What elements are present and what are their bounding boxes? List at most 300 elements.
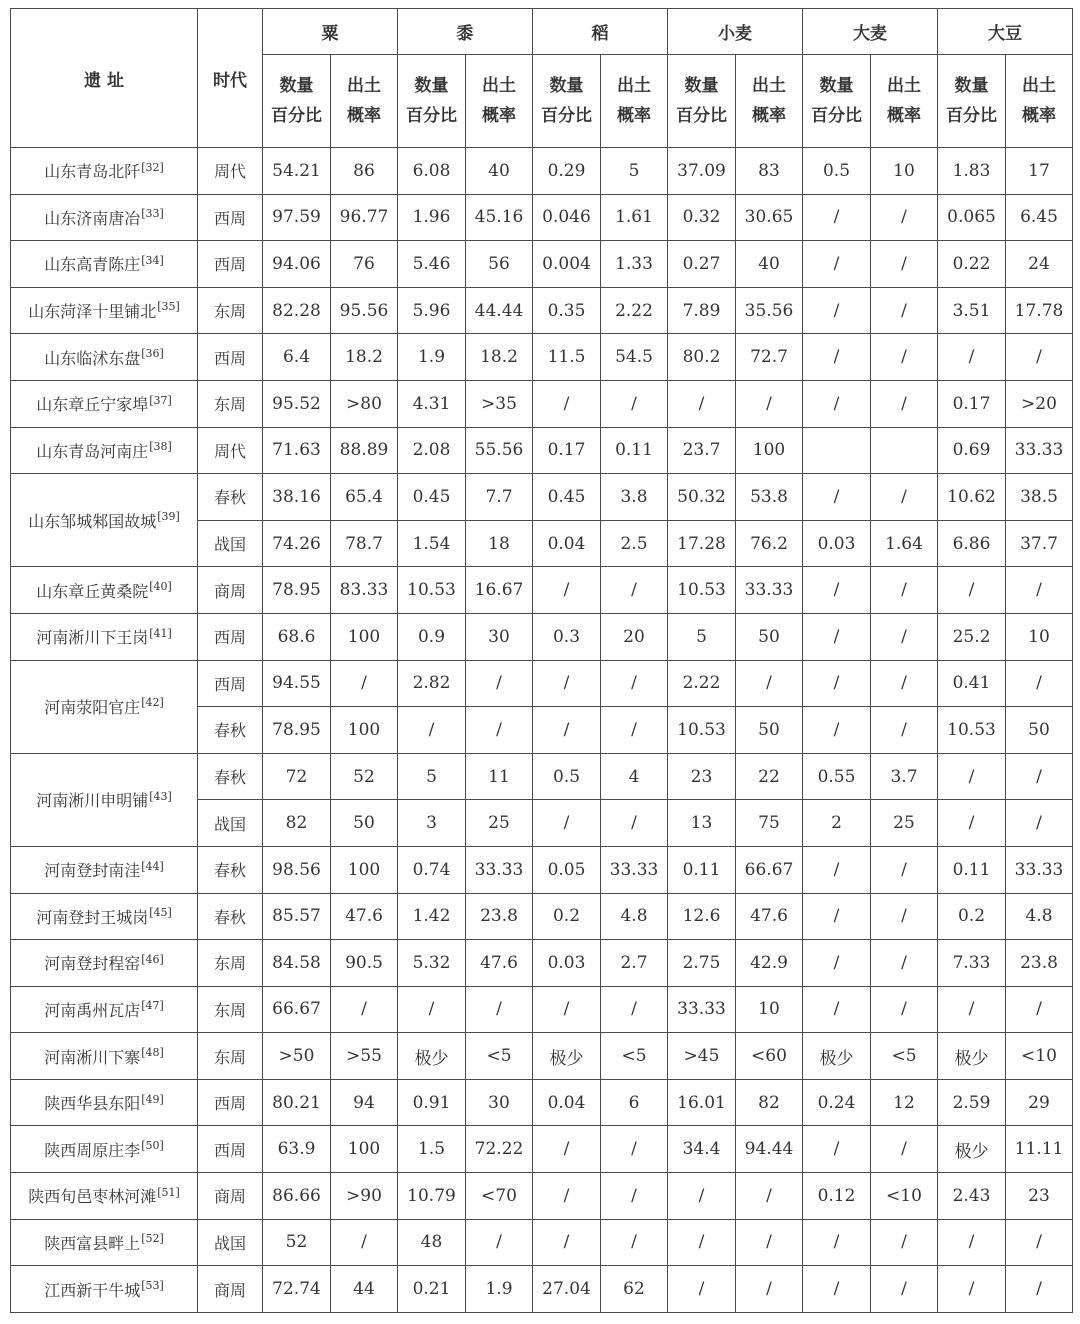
subheader-prob: 出土 概率	[871, 55, 938, 148]
value-cell: 76.2	[736, 520, 803, 567]
citation-ref: [39]	[157, 510, 180, 524]
value-cell: 23	[1006, 1173, 1073, 1220]
value-cell: 2.43	[938, 1173, 1006, 1220]
period-cell: 西周	[198, 334, 263, 381]
value-cell: 3.51	[938, 287, 1006, 334]
value-cell: 78.7	[331, 520, 398, 567]
value-cell: 94.44	[736, 1126, 803, 1173]
citation-ref: [40]	[149, 579, 172, 593]
citation-ref: [52]	[141, 1232, 164, 1246]
value-cell: 0.21	[398, 1266, 466, 1313]
value-cell: 33.33	[736, 567, 803, 614]
value-cell: /	[533, 986, 601, 1033]
site-name-cell	[11, 613, 198, 660]
citation-ref: [34]	[141, 253, 164, 267]
value-cell: 3	[398, 800, 466, 847]
value-cell: /	[938, 567, 1006, 614]
value-cell: /	[668, 1173, 736, 1220]
value-cell: /	[938, 986, 1006, 1033]
value-cell: 6.86	[938, 520, 1006, 567]
table-row	[11, 1266, 1073, 1313]
table-row	[11, 613, 1073, 660]
site-name-cell	[11, 1219, 198, 1266]
value-cell: 0.11	[601, 427, 668, 474]
value-cell: 11.11	[1006, 1126, 1073, 1173]
table-body	[11, 148, 1073, 1313]
value-cell: 45.16	[466, 194, 533, 241]
value-cell: 76	[331, 241, 398, 288]
header-crop-broomcorn: 黍	[398, 9, 533, 55]
period-cell: 春秋	[198, 753, 263, 800]
value-cell: 10	[1006, 613, 1073, 660]
value-cell: 极少	[803, 1033, 871, 1080]
value-cell: 40	[736, 241, 803, 288]
value-cell: 90.5	[331, 940, 398, 987]
site-name: 陕西周原庄李	[44, 1140, 141, 1160]
value-cell: 0.69	[938, 427, 1006, 474]
value-cell: 33.33	[1006, 846, 1073, 893]
value-cell: /	[871, 986, 938, 1033]
value-cell: /	[803, 1266, 871, 1313]
value-cell: /	[871, 474, 938, 521]
value-cell: /	[803, 1219, 871, 1266]
value-cell: >80	[331, 380, 398, 427]
value-cell: /	[803, 660, 871, 707]
value-cell: 0.35	[533, 287, 601, 334]
citation-ref: [47]	[141, 999, 164, 1013]
value-cell: /	[938, 800, 1006, 847]
value-cell: /	[533, 380, 601, 427]
value-cell: 94.55	[263, 660, 331, 707]
value-cell: 0.2	[938, 893, 1006, 940]
site-name-cell	[11, 380, 198, 427]
site-name: 山东章丘宁家埠	[36, 395, 149, 415]
value-cell: /	[601, 1126, 668, 1173]
value-cell: /	[871, 194, 938, 241]
value-cell: <60	[736, 1033, 803, 1080]
site-name: 河南禹州瓦店	[44, 1000, 141, 1020]
table-row	[11, 1079, 1073, 1126]
value-cell: <10	[871, 1173, 938, 1220]
table-row	[11, 940, 1073, 987]
value-cell: 13	[668, 800, 736, 847]
value-cell: 0.04	[533, 520, 601, 567]
value-cell: 48	[398, 1219, 466, 1266]
value-cell: 38.16	[263, 474, 331, 521]
value-cell: 1.9	[466, 1266, 533, 1313]
value-cell: 极少	[938, 1126, 1006, 1173]
site-name-cell	[11, 287, 198, 334]
value-cell: <10	[1006, 1033, 1073, 1080]
value-cell: 2.75	[668, 940, 736, 987]
value-cell: 0.24	[803, 1079, 871, 1126]
site-name: 山东邹城邾国故城	[28, 511, 157, 531]
value-cell: /	[466, 986, 533, 1033]
value-cell: /	[871, 1266, 938, 1313]
value-cell: <5	[466, 1033, 533, 1080]
value-cell: 5.46	[398, 241, 466, 288]
value-cell: 0.5	[533, 753, 601, 800]
value-cell: /	[938, 753, 1006, 800]
value-cell: 11.5	[533, 334, 601, 381]
site-name: 江西新干牛城	[44, 1280, 141, 1300]
period-cell: 战国	[198, 800, 263, 847]
value-cell: <70	[466, 1173, 533, 1220]
value-cell: 82.28	[263, 287, 331, 334]
site-name-cell	[11, 753, 198, 846]
value-cell: 0.2	[533, 893, 601, 940]
value-cell: /	[938, 1219, 1006, 1266]
site-name: 河南淅川下王岗	[36, 628, 149, 648]
table-row	[11, 148, 1073, 195]
value-cell: 0.17	[533, 427, 601, 474]
value-cell: 52	[331, 753, 398, 800]
value-cell: /	[736, 660, 803, 707]
table-row	[11, 846, 1073, 893]
value-cell: /	[803, 893, 871, 940]
value-cell	[803, 427, 871, 474]
value-cell: /	[803, 241, 871, 288]
citation-ref: [36]	[141, 347, 164, 361]
value-cell: /	[871, 846, 938, 893]
period-cell: 西周	[198, 660, 263, 707]
value-cell: 0.11	[668, 846, 736, 893]
value-cell: /	[398, 707, 466, 754]
value-cell: 0.32	[668, 194, 736, 241]
value-cell: >35	[466, 380, 533, 427]
site-name: 河南淅川申明铺	[36, 791, 149, 811]
value-cell: 83	[736, 148, 803, 195]
value-cell: 10.53	[398, 567, 466, 614]
value-cell: 17.28	[668, 520, 736, 567]
value-cell: 1.64	[871, 520, 938, 567]
crop-data-table	[10, 8, 1073, 1313]
site-name: 河南登封南洼	[44, 861, 141, 881]
value-cell: 82	[263, 800, 331, 847]
subheader-pct: 数量 百分比	[803, 55, 871, 148]
citation-ref: [50]	[141, 1139, 164, 1153]
site-name: 陕西富县畔上	[44, 1233, 141, 1253]
value-cell: 55.56	[466, 427, 533, 474]
site-name: 山东章丘黄桑院	[36, 581, 149, 601]
value-cell: <5	[871, 1033, 938, 1080]
value-cell: 10	[736, 986, 803, 1033]
value-cell: /	[938, 334, 1006, 381]
value-cell: 50	[331, 800, 398, 847]
value-cell: /	[533, 707, 601, 754]
value-cell: <5	[601, 1033, 668, 1080]
value-cell: 4.8	[601, 893, 668, 940]
value-cell: /	[803, 1126, 871, 1173]
value-cell: 6.08	[398, 148, 466, 195]
citation-ref: [43]	[149, 789, 172, 803]
period-cell: 东周	[198, 380, 263, 427]
citation-ref: [49]	[141, 1092, 164, 1106]
value-cell: 0.17	[938, 380, 1006, 427]
value-cell: /	[803, 474, 871, 521]
value-cell: /	[533, 800, 601, 847]
value-cell: 0.45	[398, 474, 466, 521]
value-cell: 37.09	[668, 148, 736, 195]
value-cell: 6.4	[263, 334, 331, 381]
value-cell: /	[601, 986, 668, 1033]
value-cell: 3.7	[871, 753, 938, 800]
value-cell: 50	[1006, 707, 1073, 754]
site-name: 山东济南唐冶	[44, 208, 141, 228]
value-cell: 66.67	[263, 986, 331, 1033]
value-cell: 80.21	[263, 1079, 331, 1126]
site-name-cell	[11, 241, 198, 288]
value-cell: 1.83	[938, 148, 1006, 195]
period-cell: 春秋	[198, 474, 263, 521]
citation-ref: [44]	[141, 859, 164, 873]
value-cell: /	[533, 1219, 601, 1266]
period-cell: 西周	[198, 1126, 263, 1173]
table-row	[11, 1219, 1073, 1266]
table-row	[11, 287, 1073, 334]
value-cell: 27.04	[533, 1266, 601, 1313]
table-row	[11, 753, 1073, 800]
site-name-cell	[11, 1173, 198, 1220]
value-cell: /	[601, 1173, 668, 1220]
value-cell: 16.67	[466, 567, 533, 614]
site-name: 河南登封王城岗	[36, 907, 149, 927]
value-cell: 7.33	[938, 940, 1006, 987]
site-name-cell	[11, 1266, 198, 1313]
value-cell: /	[736, 380, 803, 427]
value-cell: /	[1006, 800, 1073, 847]
site-name: 山东临沭东盘	[44, 348, 141, 368]
table-row	[11, 334, 1073, 381]
value-cell: /	[803, 940, 871, 987]
citation-ref: [51]	[157, 1185, 180, 1199]
value-cell: 极少	[938, 1033, 1006, 1080]
value-cell: 72.22	[466, 1126, 533, 1173]
value-cell: /	[871, 660, 938, 707]
value-cell: 0.45	[533, 474, 601, 521]
value-cell: 10.53	[668, 707, 736, 754]
site-name-cell	[11, 194, 198, 241]
value-cell: 47.6	[331, 893, 398, 940]
site-name-cell	[11, 1079, 198, 1126]
value-cell: /	[871, 1219, 938, 1266]
value-cell: /	[736, 1173, 803, 1220]
site-name: 山东青岛北阡	[44, 162, 141, 182]
value-cell: 极少	[533, 1033, 601, 1080]
value-cell: 40	[466, 148, 533, 195]
value-cell: 88.89	[331, 427, 398, 474]
value-cell: 0.91	[398, 1079, 466, 1126]
value-cell: 30	[466, 613, 533, 660]
period-cell: 商周	[198, 567, 263, 614]
value-cell: 5	[601, 148, 668, 195]
value-cell: >55	[331, 1033, 398, 1080]
subheader-pct: 数量 百分比	[668, 55, 736, 148]
value-cell: 2.22	[601, 287, 668, 334]
value-cell: 72	[263, 753, 331, 800]
table-row	[11, 986, 1073, 1033]
value-cell: 23	[668, 753, 736, 800]
value-cell: 18.2	[466, 334, 533, 381]
value-cell: /	[871, 893, 938, 940]
value-cell: /	[803, 986, 871, 1033]
value-cell: /	[466, 660, 533, 707]
value-cell: /	[601, 1219, 668, 1266]
value-cell: /	[803, 846, 871, 893]
value-cell: 23.8	[1006, 940, 1073, 987]
value-cell: >20	[1006, 380, 1073, 427]
value-cell: /	[1006, 660, 1073, 707]
site-name: 河南登封程窑	[44, 954, 141, 974]
value-cell: 7.89	[668, 287, 736, 334]
period-cell: 东周	[198, 1033, 263, 1080]
value-cell: 42.9	[736, 940, 803, 987]
value-cell: 1.33	[601, 241, 668, 288]
value-cell: 47.6	[466, 940, 533, 987]
table-row	[11, 427, 1073, 474]
subheader-prob: 出土 概率	[331, 55, 398, 148]
value-cell: /	[871, 613, 938, 660]
value-cell: /	[803, 380, 871, 427]
value-cell: 10.62	[938, 474, 1006, 521]
value-cell: 2.5	[601, 520, 668, 567]
value-cell: 1.96	[398, 194, 466, 241]
value-cell: 16.01	[668, 1079, 736, 1126]
value-cell: 100	[331, 707, 398, 754]
value-cell: /	[466, 1219, 533, 1266]
value-cell: 85.57	[263, 893, 331, 940]
site-name-cell	[11, 1033, 198, 1080]
value-cell: 98.56	[263, 846, 331, 893]
value-cell: 0.04	[533, 1079, 601, 1126]
value-cell: 0.12	[803, 1173, 871, 1220]
value-cell: 3.8	[601, 474, 668, 521]
value-cell: 1.5	[398, 1126, 466, 1173]
site-name: 山东菏泽十里铺北	[28, 302, 157, 322]
header-crop-rice: 稻	[533, 9, 668, 55]
period-cell: 周代	[198, 427, 263, 474]
value-cell: 100	[331, 1126, 398, 1173]
value-cell: 68.6	[263, 613, 331, 660]
value-cell: 37.7	[1006, 520, 1073, 567]
value-cell: 5.96	[398, 287, 466, 334]
table-row	[11, 194, 1073, 241]
site-name-cell	[11, 148, 198, 195]
value-cell: /	[601, 380, 668, 427]
value-cell: 6	[601, 1079, 668, 1126]
value-cell: 74.26	[263, 520, 331, 567]
value-cell: /	[871, 940, 938, 987]
value-cell: 1.42	[398, 893, 466, 940]
value-cell: 24	[1006, 241, 1073, 288]
period-cell: 战国	[198, 1219, 263, 1266]
value-cell: 12.6	[668, 893, 736, 940]
value-cell: 33.33	[668, 986, 736, 1033]
value-cell: 34.4	[668, 1126, 736, 1173]
site-name: 河南荥阳官庄	[44, 698, 141, 718]
site-name-cell	[11, 474, 198, 567]
value-cell: /	[668, 380, 736, 427]
value-cell: 5	[668, 613, 736, 660]
table-row	[11, 1033, 1073, 1080]
value-cell: 97.59	[263, 194, 331, 241]
value-cell: 0.3	[533, 613, 601, 660]
table-row	[11, 567, 1073, 614]
site-name-cell	[11, 986, 198, 1033]
value-cell: 100	[331, 613, 398, 660]
value-cell: /	[803, 567, 871, 614]
value-cell: 56	[466, 241, 533, 288]
citation-ref: [32]	[141, 160, 164, 174]
citation-ref: [41]	[149, 626, 172, 640]
value-cell: 100	[331, 846, 398, 893]
subheader-pct: 数量 百分比	[533, 55, 601, 148]
value-cell: 0.9	[398, 613, 466, 660]
value-cell: 0.5	[803, 148, 871, 195]
value-cell: 50	[736, 613, 803, 660]
value-cell: 53.8	[736, 474, 803, 521]
site-name: 山东高青陈庄	[44, 255, 141, 275]
value-cell: /	[466, 707, 533, 754]
value-cell: 33.33	[1006, 427, 1073, 474]
period-cell: 春秋	[198, 893, 263, 940]
value-cell: 23.7	[668, 427, 736, 474]
value-cell: 78.95	[263, 567, 331, 614]
value-cell: 65.4	[331, 474, 398, 521]
value-cell: /	[533, 1126, 601, 1173]
value-cell: /	[871, 1126, 938, 1173]
site-name-cell	[11, 893, 198, 940]
value-cell: /	[1006, 986, 1073, 1033]
value-cell: 54.21	[263, 148, 331, 195]
value-cell: /	[938, 1266, 1006, 1313]
value-cell: 10.53	[938, 707, 1006, 754]
value-cell: 33.33	[466, 846, 533, 893]
value-cell: 66.67	[736, 846, 803, 893]
value-cell: 2.08	[398, 427, 466, 474]
site-name: 陕西旬邑枣林河滩	[28, 1187, 157, 1207]
value-cell: 84.58	[263, 940, 331, 987]
value-cell: /	[601, 660, 668, 707]
citation-ref: [33]	[141, 207, 164, 221]
site-name-cell	[11, 660, 198, 753]
value-cell: /	[871, 334, 938, 381]
subheader-prob: 出土 概率	[601, 55, 668, 148]
value-cell: 35.56	[736, 287, 803, 334]
value-cell: 0.03	[803, 520, 871, 567]
value-cell: /	[533, 660, 601, 707]
value-cell: 30.65	[736, 194, 803, 241]
value-cell: 2.7	[601, 940, 668, 987]
value-cell: 2	[803, 800, 871, 847]
value-cell: 62	[601, 1266, 668, 1313]
subheader-pct: 数量 百分比	[398, 55, 466, 148]
value-cell: /	[601, 800, 668, 847]
value-cell: 54.5	[601, 334, 668, 381]
value-cell: 96.77	[331, 194, 398, 241]
value-cell: /	[736, 1219, 803, 1266]
citation-ref: [35]	[157, 300, 180, 314]
value-cell: 20	[601, 613, 668, 660]
site-name-cell	[11, 567, 198, 614]
site-name-cell	[11, 1126, 198, 1173]
value-cell: 0.004	[533, 241, 601, 288]
subheader-pct: 数量 百分比	[938, 55, 1006, 148]
period-cell: 西周	[198, 613, 263, 660]
value-cell: 6.45	[1006, 194, 1073, 241]
value-cell: 0.065	[938, 194, 1006, 241]
site-name-cell	[11, 334, 198, 381]
